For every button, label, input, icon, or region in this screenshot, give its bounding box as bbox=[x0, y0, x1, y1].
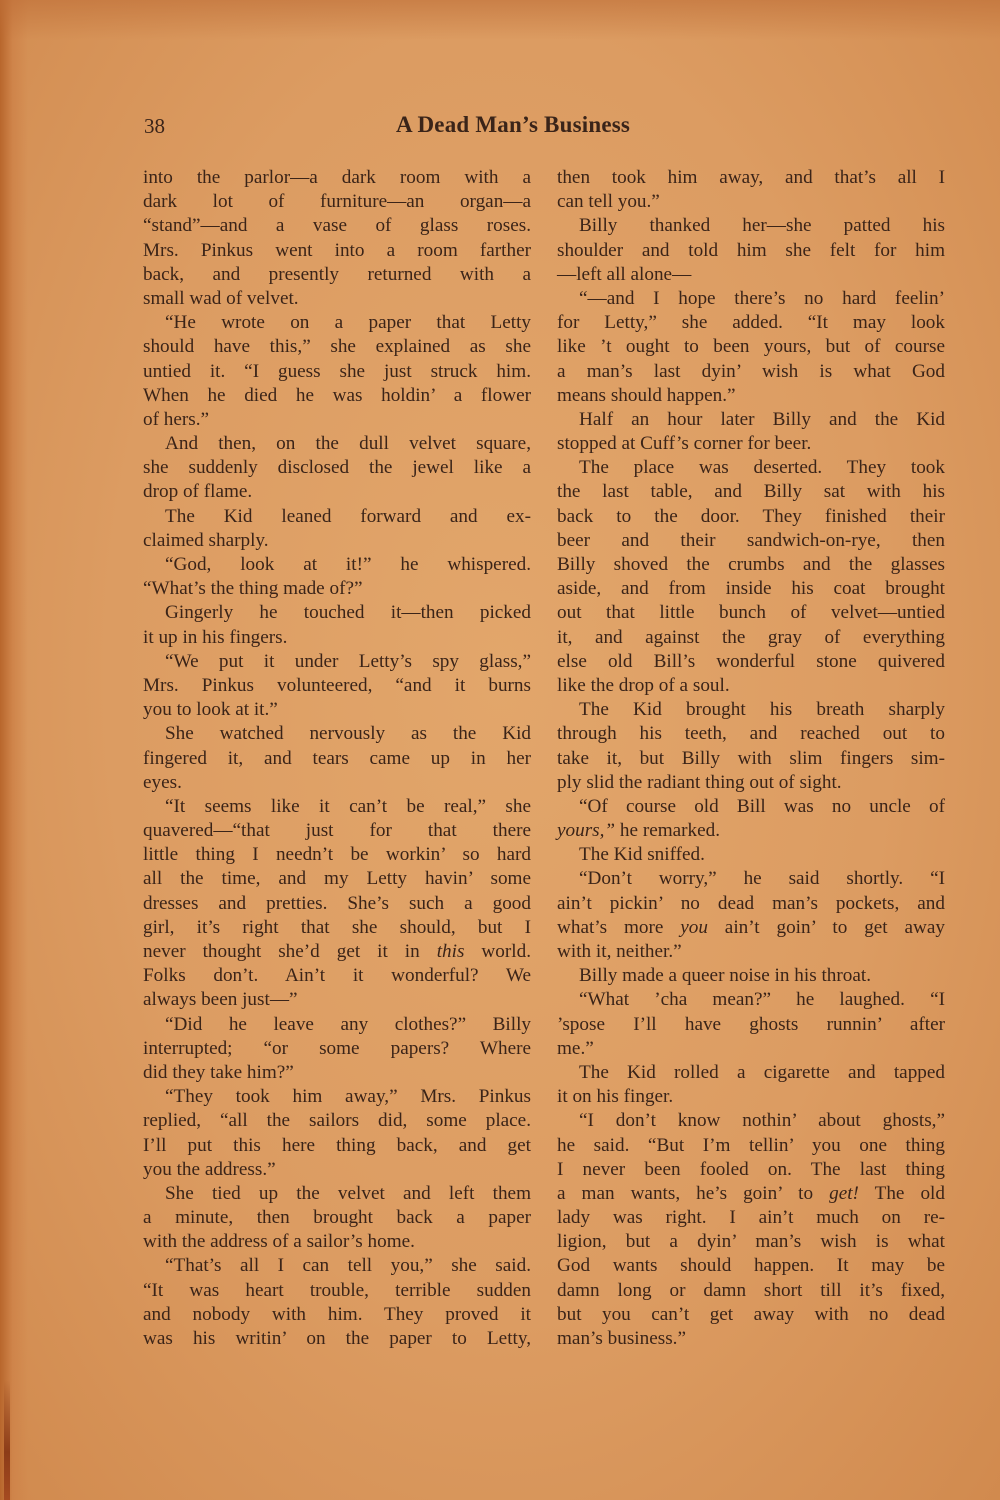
text-line: he said. “But I’m tellin’ you one thing bbox=[557, 1134, 945, 1156]
text-line: The Kid leaned forward and ex- bbox=[165, 505, 531, 527]
text-line: quavered—“that just for that there bbox=[143, 820, 531, 842]
text-segment: he remarked. bbox=[615, 820, 721, 842]
text-line: stopped at Cuff’s corner for beer. bbox=[557, 433, 812, 455]
text-line: little thing I needn’t be workin’ so hard bbox=[143, 844, 531, 866]
text-line: else old Bill’s wonderful stone quivered bbox=[557, 650, 945, 672]
text-line: She watched nervously as the Kid bbox=[165, 723, 531, 745]
text-line: was his writin’ on the paper to Letty, bbox=[143, 1328, 531, 1349]
text-line: back to the door. They finished their bbox=[557, 505, 945, 527]
text-segment: world. bbox=[464, 941, 531, 962]
text-line: ply slid the radiant thing out of sight. bbox=[557, 771, 842, 793]
text-line: drop of flame. bbox=[143, 481, 253, 503]
text-line: Billy thanked her—she patted his bbox=[579, 215, 945, 237]
text-line: “stand”—and a vase of glass roses. bbox=[143, 215, 531, 237]
text-line: untied it. “I guess she just struck him. bbox=[143, 360, 531, 382]
page-header bbox=[144, 112, 949, 144]
text-line: Folks don’t. Ain’t it wonderful? We bbox=[143, 965, 531, 987]
text-line: The Kid sniffed. bbox=[579, 844, 705, 866]
text-line: it on his finger. bbox=[557, 1086, 674, 1108]
text-line: Mrs. Pinkus volunteered, “and it burns bbox=[143, 674, 531, 696]
text-line: dresses and pretties. She’s such a good bbox=[143, 892, 531, 914]
text-line bbox=[143, 940, 531, 964]
text-line: “We put it under Letty’s spy glass,” bbox=[165, 650, 531, 672]
text-line: a man’s last dyin’ wish is what God bbox=[557, 360, 945, 382]
text-line: interrupted; “or some papers? Where bbox=[143, 1037, 531, 1059]
text-line: shoulder and told him she felt for him bbox=[557, 239, 945, 261]
text-line: aside, and from inside his coat brought bbox=[557, 578, 945, 600]
text-line: Gingerly he touched it—then picked bbox=[165, 602, 531, 624]
text-line bbox=[557, 819, 945, 843]
text-line: And then, on the dull velvet square, bbox=[165, 433, 531, 455]
text-line: “God, look at it!” he whispered. bbox=[165, 554, 531, 575]
text-line: damn long or damn short till it’s fixed, bbox=[557, 1279, 945, 1301]
text-line: with it, neither.” bbox=[557, 941, 682, 962]
text-line: God wants should happen. It may be bbox=[557, 1255, 945, 1277]
text-line: beer and their sandwich-on-rye, then bbox=[557, 529, 945, 551]
text-line: small wad of velvet. bbox=[143, 287, 299, 309]
text-line: Half an hour later Billy and the Kid bbox=[579, 408, 945, 430]
text-line: “It seems like it can’t be real,” she bbox=[165, 795, 531, 817]
text-line: claimed sharply. bbox=[143, 529, 269, 551]
text-line: girl, it’s right that she should, but I bbox=[143, 916, 531, 938]
text-line: should have this,” she explained as she bbox=[143, 336, 531, 358]
text-line: I never been fooled on. The last thing bbox=[557, 1158, 945, 1180]
text-line: “—and I hope there’s no hard feelin’ bbox=[579, 287, 945, 309]
text-line: “Of course old Bill was no uncle of bbox=[579, 795, 945, 817]
text-line: through his teeth, and reached out to bbox=[557, 723, 945, 745]
text-line: replied, “all the sailors did, some place. bbox=[143, 1110, 531, 1132]
text-line: fingered it, and tears came up in her bbox=[143, 747, 531, 769]
page-spine-shadow bbox=[0, 0, 28, 1500]
text-line: with the address of a sailor’s home. bbox=[143, 1231, 415, 1253]
text-segment: The old bbox=[858, 1182, 945, 1204]
text-line bbox=[557, 916, 945, 940]
text-segment: a man wants, he’s goin’ to bbox=[557, 1182, 830, 1204]
page-number: 38 bbox=[144, 114, 165, 138]
text-line: all the time, and my Letty havin’ some bbox=[143, 868, 531, 890]
text-line: into the parlor—a dark room with a bbox=[143, 167, 531, 188]
page-top-shadow bbox=[0, 0, 1000, 40]
text-line: Billy shoved the crumbs and the glasses bbox=[557, 554, 945, 575]
text-line: and nobody with him. They proved it bbox=[143, 1303, 531, 1325]
text-line: The place was deserted. They took bbox=[579, 457, 945, 479]
text-line: but you can’t get away with no dead bbox=[557, 1303, 945, 1325]
running-title: A Dead Man’s Business bbox=[396, 112, 631, 137]
text-line: I’ll put this here thing back, and get bbox=[143, 1134, 531, 1156]
text-segment: never thought she’d get it in bbox=[143, 941, 437, 962]
text-line bbox=[557, 1182, 945, 1206]
text-line: did they take him?” bbox=[143, 1061, 294, 1083]
text-line: “I don’t know nothin’ about ghosts,” bbox=[579, 1110, 945, 1132]
text-line: Billy made a queer noise in his throat. bbox=[579, 965, 872, 987]
text-line: it, and against the gray of everything bbox=[557, 626, 945, 648]
text-line: it up in his fingers. bbox=[143, 626, 288, 648]
text-line: me.” bbox=[557, 1037, 594, 1059]
text-line: “He wrote on a paper that Letty bbox=[165, 312, 531, 334]
text-segment: what’s more bbox=[557, 916, 681, 938]
text-line: “It was heart trouble, terrible sudden bbox=[143, 1279, 531, 1301]
text-line: When he died he was holdin’ a flower bbox=[143, 384, 531, 406]
text-line: “That’s all I can tell you,” she said. bbox=[165, 1255, 531, 1277]
text-line: “They took him away,” Mrs. Pinkus bbox=[165, 1086, 531, 1108]
text-line: lady was right. I ain’t much on re- bbox=[557, 1207, 945, 1229]
text-line: like ’t ought to been yours, but of course bbox=[557, 336, 945, 358]
text-line: take it, but Billy with slim fingers sim- bbox=[557, 747, 945, 769]
text-line: then took him away, and that’s all I bbox=[557, 167, 945, 188]
text-line: Mrs. Pinkus went into a room farther bbox=[143, 239, 531, 261]
text-line: a minute, then brought back a paper bbox=[143, 1207, 531, 1229]
text-line: she suddenly disclosed the jewel like a bbox=[143, 457, 531, 479]
text-line: ligion, but a dyin’ man’s wish is what bbox=[557, 1231, 945, 1253]
text-line: “What ’cha mean?” he laughed. “I bbox=[579, 989, 945, 1011]
italic-emphasis: you bbox=[680, 916, 708, 938]
text-column-right bbox=[557, 166, 945, 1351]
text-line: out that little bunch of velvet—untied bbox=[557, 602, 945, 624]
text-line: for Letty,” she added. “It may look bbox=[557, 312, 945, 334]
page-edge-stain bbox=[4, 1380, 10, 1500]
text-line: ’spose I’ll have ghosts runnin’ after bbox=[557, 1013, 945, 1035]
text-line: the last table, and Billy sat with his bbox=[557, 481, 945, 503]
text-line: “Don’t worry,” he said shortly. “I bbox=[579, 868, 945, 890]
text-line: always been just—” bbox=[143, 989, 298, 1011]
italic-emphasis: get! bbox=[829, 1182, 859, 1204]
italic-emphasis: this bbox=[436, 941, 465, 962]
text-line: back, and presently returned with a bbox=[143, 263, 531, 285]
text-line: man’s business.” bbox=[557, 1328, 686, 1349]
text-line: She tied up the velvet and left them bbox=[165, 1182, 531, 1204]
text-column-left bbox=[143, 166, 531, 1351]
text-line: like the drop of a soul. bbox=[557, 674, 730, 696]
text-line: The Kid brought his breath sharply bbox=[579, 699, 945, 721]
text-line: can tell you.” bbox=[557, 191, 660, 213]
text-line: of hers.” bbox=[143, 408, 210, 430]
italic-emphasis: yours,” bbox=[557, 820, 616, 842]
text-line: you the address.” bbox=[143, 1158, 276, 1180]
text-line: dark lot of furniture—an organ—a bbox=[143, 191, 531, 213]
text-line: eyes. bbox=[143, 771, 182, 793]
text-line: means should happen.” bbox=[557, 384, 736, 406]
text-line: “Did he leave any clothes?” Billy bbox=[165, 1013, 531, 1035]
text-line: “What’s the thing made of?” bbox=[143, 578, 363, 600]
text-segment: ain’t goin’ to get away bbox=[707, 916, 945, 938]
text-line: The Kid rolled a cigarette and tapped bbox=[579, 1061, 945, 1083]
text-line: ain’t pickin’ no dead man’s pockets, and bbox=[557, 892, 945, 914]
text-line: —left all alone— bbox=[557, 263, 692, 285]
text-line: you to look at it.” bbox=[143, 699, 278, 721]
